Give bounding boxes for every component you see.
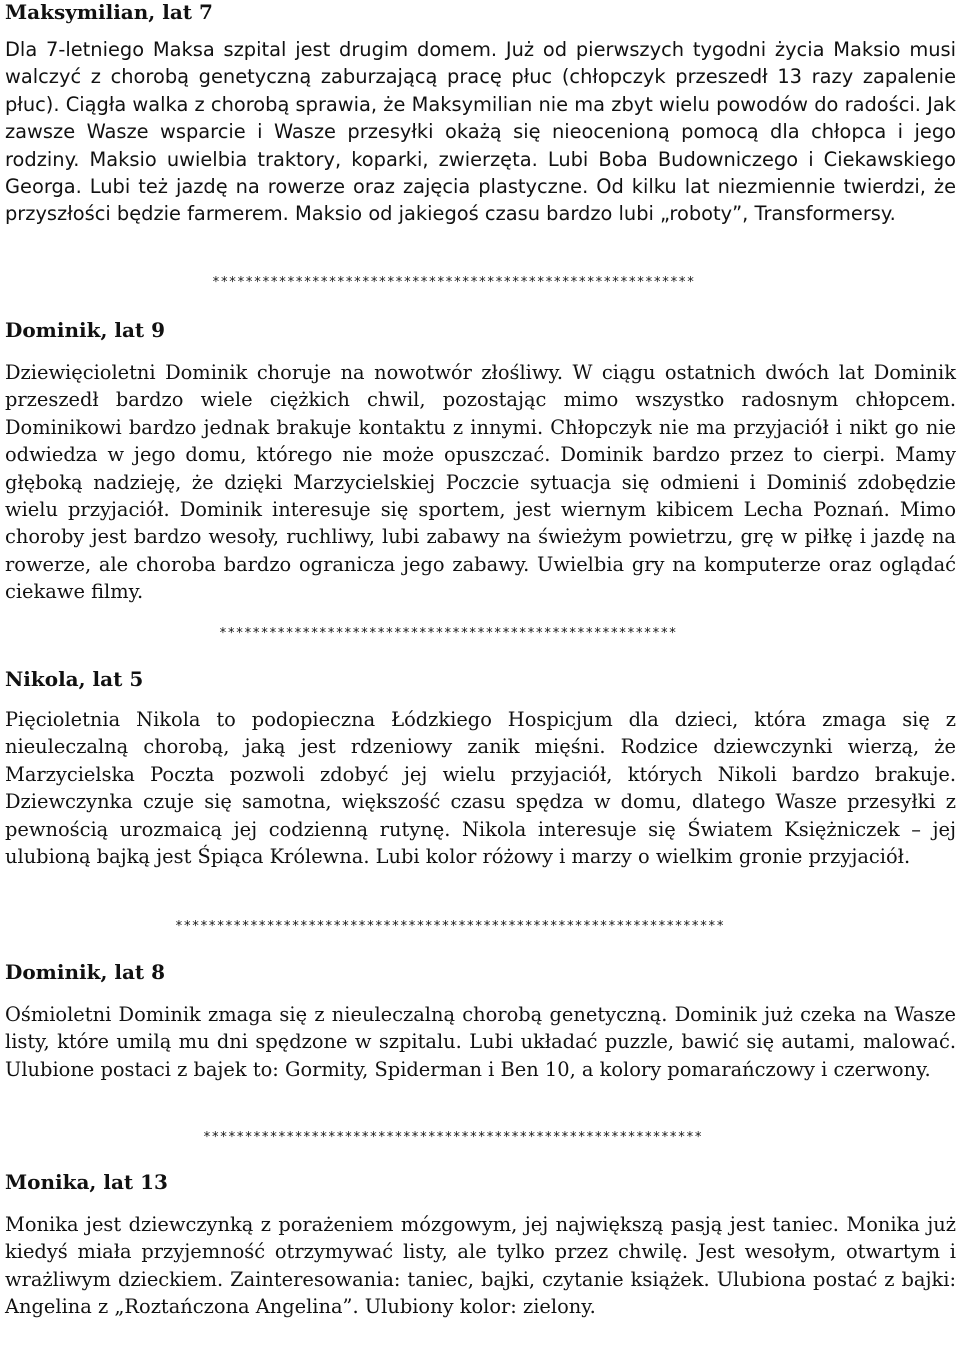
- profile-description: Ośmioletni Dominik zmaga się z nieuleczalną chorobą genetyczną. Dominik już czeka na Wasze listy, które umilą mu dni spędzone w szpitalu. Lubi układać puzzle, bawić się autami, malować. Ulubione postaci z bajek to: Gormity, Spiderman i Ben 10, a kolory pomarańczowy i czerwony.: [5, 1003, 956, 1081]
- profile-heading: Monika, lat 13: [5, 1170, 168, 1194]
- profile-description: Pięcioletnia Nikola to podopieczna Łódzkiego Hospicjum dla dzieci, która zmaga się z nieuleczalną chorobą, jaką jest rdzeniowy zanik mięśni. Rodzice dziewczynki wierzą, że Marzycielska Poczta pozwoli zdobyć jej wielu przyjaciół, których Nikoli bardzo brakuje. Dziewczynka czuje się samotna, większość czasu spędza w domu, dlatego Wasze przesyłki z pewnością urozmaicą jej codzienną rutynę. Nikola interesuje się Światem Księżniczek – jej ulubioną bajką jest Śpiąca Królewna. Lubi kolor różowy i marzy o wielkim gronie przyjaciół.: [5, 708, 956, 869]
- profile-heading: Nikola, lat 5: [5, 667, 144, 691]
- profile-heading: Maksymilian, lat 7: [5, 0, 213, 24]
- profile-description: Monika jest dziewczynką z porażeniem mózgowym, jej największą pasją jest taniec. Monika już kiedyś miała przyjemność otrzymywać listy, ale tylko przez chwilę. Jest wesołym, otwartym i wrażliwym dzieckiem. Zainteresowania: taniec, bajki, czytanie książek. Ulubiona postać z bajki: Angelina z „Roztańczona Angelina”. Ulubiony kolor: zielony.: [5, 1213, 956, 1319]
- profile-heading: Dominik, lat 9: [5, 318, 166, 342]
- separator-line: *******************************************************: [219, 627, 677, 641]
- profile-description: Dziewięcioletni Dominik choruje na nowotwór złośliwy. W ciągu ostatnich dwóch lat Dominik przeszedł bardzo wiele ciężkich chwil, pozostając mimo wszystko radosnym chłopcem. Dominikowi bardzo jednak brakuje kontaktu z innymi. Chłopczyk nie ma przyjaciół i nikt go nie odwiedza w jego domu, którego nie może opuszczać. Dominik bardzo przez to cierpi. Mamy głęboką nadzieję, że dzięki Marzycielskiej Poczcie sytuacja się odmieni i Dominiś zdobędzie wielu przyjaciół. Dominik interesuje się sportem, jest wiernym kibicem Lecha Poznań. Mimo choroby jest bardzo wesoły, ruchliwy, lubi zabawy na świeżym powietrzu, grę w piłkę i jazdę na rowerze, ale choroba bardzo ogranicza jego zabawy. Uwielbia gry na komputerze oraz oglądać ciekawe filmy.: [5, 361, 956, 604]
- separator-line: ******************************************************************: [175, 920, 725, 934]
- separator-line: ************************************************************: [203, 1131, 703, 1145]
- profile-heading: Dominik, lat 8: [5, 960, 166, 984]
- separator-line: **********************************************************: [212, 276, 695, 290]
- profile-description: Dla 7-letniego Maksa szpital jest drugim domem. Już od pierwszych tygodni życia Maksio musi walczyć z chorobą genetyczną zaburzającą pracę płuc (chłopczyk przeszedł 13 razy zapalenie płuc). Ciągła walka z chorobą sprawia, że Maksymilian nie ma zbyt wielu powodów do radości. Jak zawsze Wasze wsparcie i Wasze przesyłki okażą się nieocenioną pomocą dla chłopca i jego rodziny. Maksio uwielbia traktory, koparki, zwierzęta. Lubi Boba Budowniczego i Ciekawskiego Georga. Lubi też jazdę na rowerze oraz zajęcia plastyczne. Od kilku lat niezmiennie twierdzi, że przyszłości będzie farmerem. Maksio od jakiegoś czasu bardzo lubi „roboty”, Transformersy.: [5, 38, 956, 226]
